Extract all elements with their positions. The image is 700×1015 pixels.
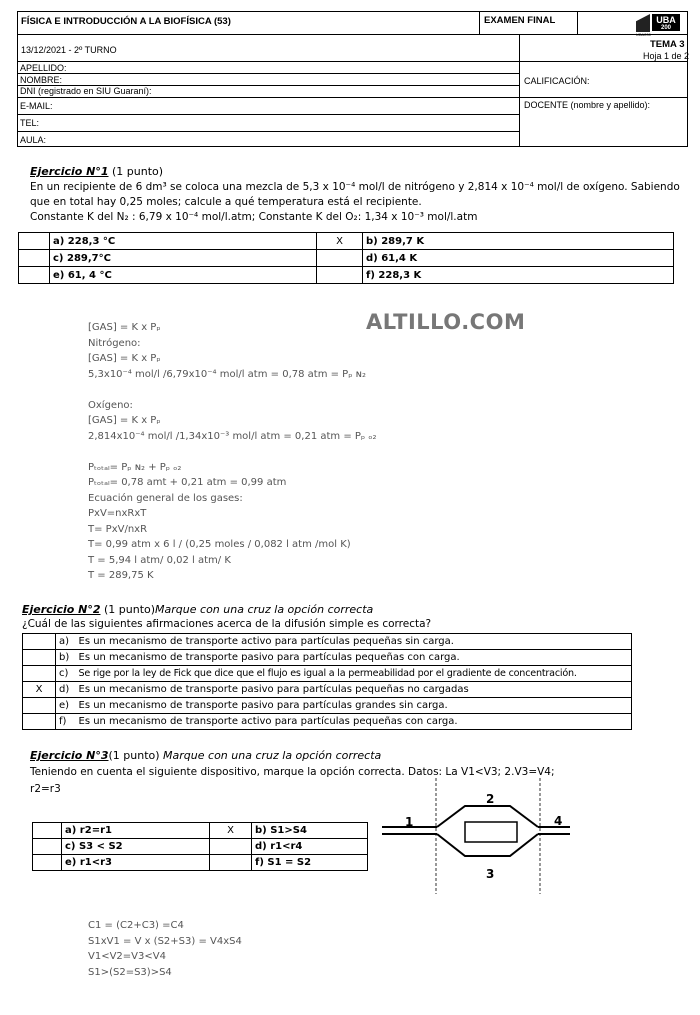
- tel-field[interactable]: TEL:: [20, 118, 40, 128]
- ex2-option-b[interactable]: Es un mecanismo de transporte pasivo para partículas pequeñas con carga.: [76, 650, 632, 666]
- ex1-heading: Ejercicio N°1 (1 punto): [30, 165, 164, 178]
- ex3-heading: Ejercicio N°3(1 punto) Marque con una cruz la opción correcta: [30, 749, 382, 762]
- ex3-option-f[interactable]: f) S1 = S2: [252, 855, 368, 871]
- ex2-mark-a[interactable]: [23, 634, 56, 650]
- ex3-option-d[interactable]: d) r1<r4: [252, 839, 368, 855]
- tube-3-outer-wall: [437, 834, 538, 856]
- aula-field[interactable]: AULA:: [20, 135, 47, 145]
- watermark: ALTILLO.COM: [366, 310, 526, 334]
- ex1-mark-d[interactable]: [317, 250, 363, 267]
- ex1-option-c[interactable]: c) 289,7°C: [50, 250, 317, 267]
- ex3-mark-e[interactable]: [33, 855, 62, 871]
- label-2: 2: [486, 792, 495, 806]
- ex1-statement-1: En un recipiente de 6 dm³ se coloca una mezcla de 5,3 x 10⁻⁴ mol/l de nitrógeno y 2,814 x 10⁻⁴ mol/l de oxígeno. Sabiendo: [30, 181, 680, 193]
- dni-field[interactable]: DNI (registrado en SIU Guaraní):: [20, 86, 152, 96]
- ex1-solution-line: [88, 382, 377, 398]
- ex2-question: ¿Cuál de las siguientes afirmaciones acerca de la difusión simple es correcta?: [22, 618, 432, 630]
- ex2-mark-d[interactable]: X: [23, 682, 56, 698]
- ex1-solution-line: T= 0,99 atm x 6 l / (0,25 moles / 0,082 l atm /mol K): [88, 539, 351, 550]
- ex3-solution-line: S1>(S2=S3)>S4: [88, 966, 172, 978]
- ex2-mark-e[interactable]: [23, 698, 56, 714]
- ex1-mark-b[interactable]: X: [317, 233, 363, 250]
- tube-diagram: [380, 776, 590, 896]
- exam-date: 13/12/2021 - 2º TURNO: [21, 45, 117, 55]
- ex3-statement-2: r2=r3: [30, 783, 61, 795]
- tube-inner-block: [465, 822, 517, 842]
- calificacion-field[interactable]: CALIFICACIÓN:: [524, 76, 590, 86]
- nombre-field[interactable]: NOMBRE:: [20, 75, 63, 85]
- ex1-solution-line: Pₜₒₜₐₗ= Pₚ ɴ₂ + Pₚ ₒ₂: [88, 461, 182, 473]
- ex1-solution-line: Nitrógeno:: [88, 337, 141, 349]
- label-4: 4: [554, 814, 563, 828]
- ex3-option-a[interactable]: a) r2=r1: [62, 823, 210, 839]
- ex2-option-f[interactable]: Es un mecanismo de transporte activo para partículas pequeñas con carga.: [76, 714, 632, 730]
- ex1-title: Ejercicio N°1: [30, 165, 109, 178]
- ex1-solution-line: PxV=nxRxT: [88, 508, 147, 519]
- ex1-solution-line: [GAS] = K x Pₚ: [88, 322, 161, 333]
- ex3-mark-b[interactable]: X: [210, 823, 252, 839]
- ex1-solution-line: 5,3x10⁻⁴ mol/l /6,79x10⁻⁴ mol/l atm = 0,78 atm = Pₚ ɴ₂: [88, 368, 367, 380]
- label-3: 3: [486, 867, 495, 881]
- ex1-solution-line: [GAS] = K x Pₚ: [88, 415, 161, 426]
- ex1-constants: Constante K del N₂ : 6,79 x 10⁻⁴ mol/l.atm; Constante K del O₂: 1,34 x 10⁻³ mol/l.atm: [30, 211, 478, 223]
- ex1-solution-line: T = 289,75 K: [88, 570, 154, 581]
- ex3-title: Ejercicio N°3: [30, 749, 109, 762]
- uba-logo: UBA 200 UBA200: [634, 12, 686, 36]
- ex2-heading: Ejercicio N°2 (1 punto)Marque con una cruz la opción correcta: [22, 603, 374, 616]
- ex3-statement-1: Teniendo en cuenta el siguiente dispositivo, marque la opción correcta. Datos: La V1<V3; 2.V3=V4;: [30, 766, 555, 778]
- ex3-mark-f[interactable]: [210, 855, 252, 871]
- ex1-mark-c[interactable]: [19, 250, 50, 267]
- ex1-option-e[interactable]: e) 61, 4 °C: [50, 267, 317, 284]
- ex2-option-a[interactable]: Es un mecanismo de transporte activo para partículas pequeñas sin carga.: [76, 634, 632, 650]
- ex1-solution-line: [GAS] = K x Pₚ: [88, 353, 161, 364]
- ex3-options-table: [32, 822, 368, 871]
- ex3-option-b[interactable]: b) S1>S4: [252, 823, 368, 839]
- ex3-solution: [88, 918, 242, 980]
- ex1-option-f[interactable]: f) 228,3 K: [363, 267, 674, 284]
- ex1-options-table: [18, 232, 674, 284]
- ex1-mark-a[interactable]: [19, 233, 50, 250]
- tube-2-outer-wall: [437, 806, 538, 827]
- ex3-mark-c[interactable]: [33, 839, 62, 855]
- ex2-mark-c[interactable]: [23, 666, 56, 682]
- ex1-solution-line: Pₜₒₜₐₗ= 0,78 amt + 0,21 atm = 0,99 atm: [88, 477, 287, 488]
- ex3-instruction: Marque con una cruz la opción correcta: [163, 749, 382, 762]
- apellido-field[interactable]: APELLIDO:: [20, 63, 67, 73]
- ex1-solution-line: Ecuación general de los gases:: [88, 492, 243, 504]
- docente-field[interactable]: DOCENTE (nombre y apellido):: [524, 100, 651, 110]
- ex1-solution-line: [88, 444, 377, 460]
- ex2-title: Ejercicio N°2: [22, 603, 101, 616]
- ex3-mark-d[interactable]: [210, 839, 252, 855]
- course-title: FÍSICA E INTRODUCCIÓN A LA BIOFÍSICA (53): [21, 16, 231, 27]
- ex1-mark-f[interactable]: [317, 267, 363, 284]
- ex1-solution-line: T= PxV/nxR: [88, 523, 148, 535]
- ex2-option-d[interactable]: Es un mecanismo de transporte pasivo para partículas pequeñas no cargadas: [76, 682, 632, 698]
- ex1-solution: [88, 320, 377, 584]
- email-field[interactable]: E-MAIL:: [20, 101, 53, 111]
- exam-label: EXAMEN FINAL: [484, 15, 556, 26]
- page-count: Hoja 1 de 2: [643, 51, 690, 61]
- ex1-mark-e[interactable]: [19, 267, 50, 284]
- ex3-solution-line: S1xV1 = V x (S2+S3) = V4xS4: [88, 935, 242, 947]
- ex1-statement-2: que en total hay 0,25 moles; calcule a qué temperatura está el recipiente.: [30, 196, 422, 208]
- label-1: 1: [405, 815, 414, 829]
- ex3-mark-a[interactable]: [33, 823, 62, 839]
- tema-label: TEMA 3: [650, 39, 685, 50]
- ex3-option-e[interactable]: e) r1<r3: [62, 855, 210, 871]
- ex3-solution-line: V1<V2=V3<V4: [88, 951, 166, 962]
- ex1-solution-line: Oxígeno:: [88, 399, 133, 411]
- ex1-solution-line: 2,814x10⁻⁴ mol/l /1,34x10⁻³ mol/l atm = 0,21 atm = Pₚ ₒ₂: [88, 430, 377, 442]
- ex3-solution-line: C1 = (C2+C3) =C4: [88, 920, 184, 931]
- ex2-mark-b[interactable]: [23, 650, 56, 666]
- ex1-solution-line: T = 5,94 l atm/ 0,02 l atm/ K: [88, 554, 231, 566]
- ex2-instruction: Marque con una cruz la opción correcta: [155, 603, 374, 616]
- ex3-option-c[interactable]: c) S3 < S2: [62, 839, 210, 855]
- ex2-option-c[interactable]: Se rige por la ley de Fick que dice que el flujo es igual a la permeabilidad por el gradiente de concentración.: [76, 666, 632, 682]
- ex1-option-d[interactable]: d) 61,4 K: [363, 250, 674, 267]
- ex1-option-a[interactable]: a) 228,3 °C: [50, 233, 317, 250]
- ex1-option-b[interactable]: b) 289,7 K: [363, 233, 674, 250]
- ex2-options-table: a) Es un mecanismo de transporte activo para partículas pequeñas sin carga. b) Es un mecanismo de transporte pasivo para partículas pequeñas con carga. c) Se rige por la ley de Fick que dice que el flujo es igual a la permeabilidad por el gradiente de concentración. X d) Es un mecanismo de transporte pasivo para partículas pequeñas no cargadas e) Es un mecanismo de transporte pasivo para partículas grandes sin carga. f) Es un mecanismo de transporte activo para partículas pequeñas con carga.: [22, 633, 632, 730]
- ex2-mark-f[interactable]: [23, 714, 56, 730]
- ex2-option-e[interactable]: Es un mecanismo de transporte pasivo para partículas grandes sin carga.: [76, 698, 632, 714]
